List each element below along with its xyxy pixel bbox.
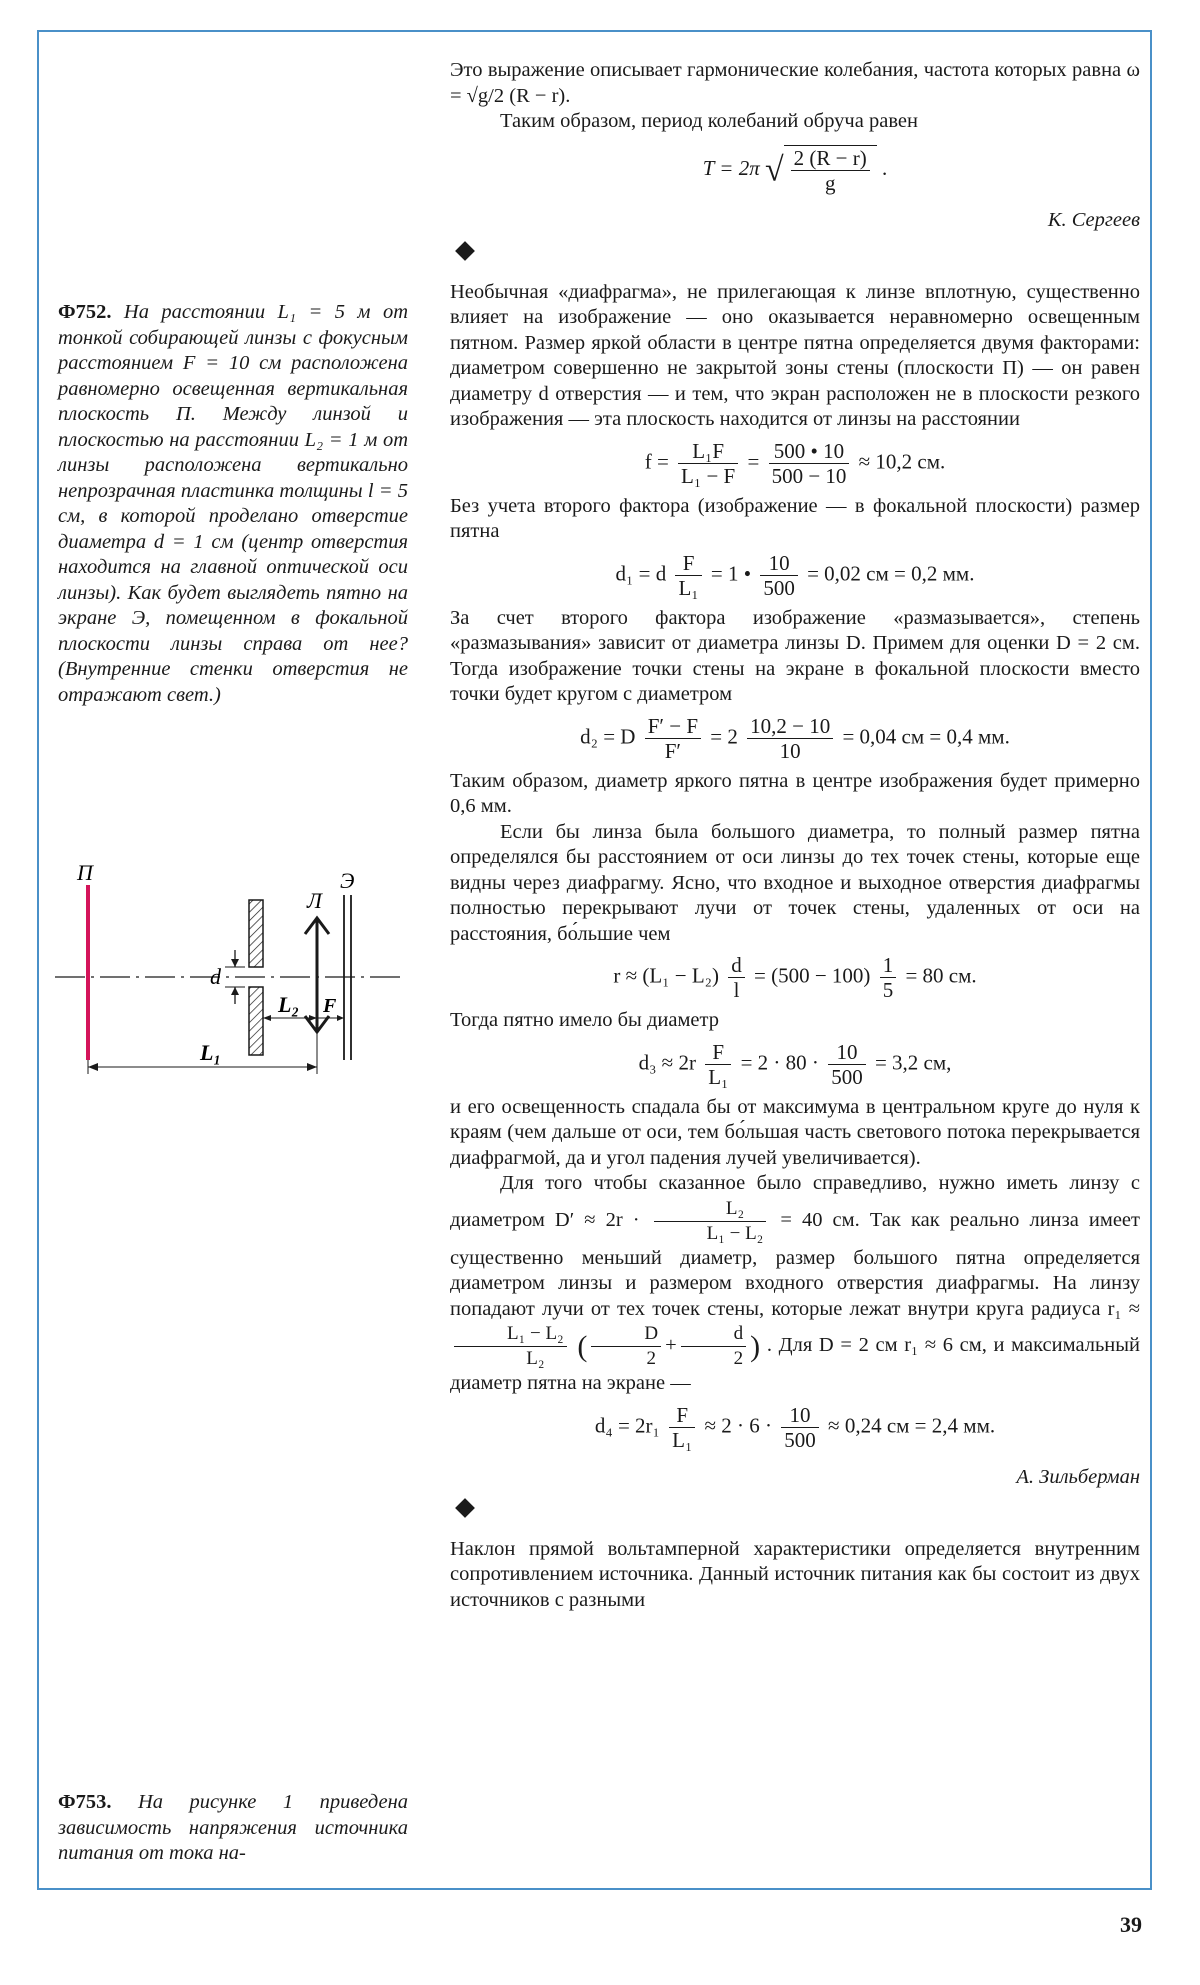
paragraph-4: Без учета второго фактора (изображение — в фокальной плоскости) размер пятна xyxy=(450,494,1140,542)
left-column xyxy=(58,300,408,708)
formula-f: f = $\frac{\text{L₁F}}{\text{L₁ − F}}$ = $\frac{500 • 10}{500 - 10}$ ≈ 10,2 см. xyxy=(644,438,946,488)
problem-753-text: На рисунке 1 приведена зависимость напряжения источника питания от тока на- xyxy=(58,1791,408,1864)
author-zilberman: А. Зильберман xyxy=(1016,1465,1140,1488)
problem-752 xyxy=(58,300,408,708)
formula-period: T = 2π √ $\frac{2 (R - r)}{g}$ . xyxy=(702,145,888,195)
separator-diamond-1 xyxy=(455,241,475,261)
formula-d2: d₂ = D $\frac{F' - F}{F'}$ = 2 $\frac{10,2 - 10}{10}$ = 0,04 см = 0,4 мм. xyxy=(580,713,1010,763)
l1-label: L₁ xyxy=(200,1040,222,1065)
hole-d-label: d xyxy=(210,964,221,989)
l2-label: L₂ xyxy=(278,992,300,1017)
left-bottom xyxy=(58,1790,408,1867)
problem-752-text: На расстоянии L₁ = 5 м от тонкой собирающей линзы с фокусным расстоянием F = 10 см расположена равномерно освещенная вертикальная плоскость П. Между линзой и плоскостью на расстоянии L₂ = 1 м от линзы расположена вертикально непрозрачная пластинка толщины l = 5 см, в которой проделано отверстие диаметра d = 1 см (центр отверстия находится на главной оптической оси линзы). Как будет выглядеть пятно на экране Э, помещенном в фокальной плоскости линзы справа от нее? (Внутренние стенки отверстия не отражают свет.) xyxy=(58,301,409,706)
paragraph-3: Необычная «диафрагма», не прилегающая к линзе вплотную, существенно влияет на изображение — оно оказывается неравномерно освещенным пятном. Размер яркой области в центре пятна определяется двумя факторами: диаметром совершенно не закрытой зоны стены (плоскости П) — он равен диаметру d отверстия — и тем, что экран расположен не в плоскости резкого изображения — эта плоскость находится от линзы на расстоянии xyxy=(450,280,1140,430)
paragraph-7: Если бы линза была большого диаметра, то полный размер пятна определялся бы расстоянием от оси линзы до тех точек стены, которые еще видны через диафрагму. Ясно, что входное и выходное отверстия диафрагмы полностью перекрывают лучи от точек стены, удаленных от оси на расстояния, бо́льшие чем xyxy=(450,820,1140,945)
paragraph-9: и его освещенность спадала бы от максимума в центральном круге до нуля к краям (чем дальше от оси, тем бо́льшая часть светового потока перекрывается диафрагмой, да и угол падения лучей увеличивается). xyxy=(450,1095,1140,1169)
problem-752-number: Ф752. xyxy=(58,301,112,323)
paragraph-2: Таким образом, период колебаний обруча равен xyxy=(500,110,918,132)
paragraph-11: Наклон прямой вольтамперной характеристики определяется внутренним сопротивлением источника. Данный источник питания как бы состоит из двух источников с разными xyxy=(450,1537,1140,1611)
formula-r: r ≈ (L₁ − L₂) $\frac{d}{l}$ = (500 − 100) $\frac{1}{5}$ = 80 см. xyxy=(613,953,977,1002)
formula-d4: d₄ = 2r₁ $\frac{F}{\text{L₁}}$ ≈ 2 · 6 · $\frac{10}{500}$ ≈ 0,24 см = 2,4 мм. xyxy=(594,1402,996,1452)
problem-753 xyxy=(58,1790,408,1867)
paragraph-8: Тогда пятно имело бы диаметр xyxy=(450,1009,719,1031)
problem-753-number: Ф753. xyxy=(58,1791,112,1813)
author-sergeev: К. Сергеев xyxy=(1047,208,1140,231)
formula-d1: d₁ = d $\frac{F}{\text{L₁}}$ = 1 • $\frac{10}{500}$ = 0,02 см = 0,2 мм. xyxy=(615,550,975,600)
optics-figure xyxy=(55,860,415,1090)
separator-diamond-2 xyxy=(455,1498,475,1518)
diaphragm-top xyxy=(249,900,263,967)
paragraph-5: За счет второго фактора изображение «размазывается», степень «размазывания» зависит от диаметра линзы D. Примем для оценки D = 2 см. Тогда изображение точки стены на экране в фокальной плоскости вместо точки будет кругом с диаметром xyxy=(450,606,1140,705)
page-number: 39 xyxy=(1120,1912,1142,1937)
plane-p-label: П xyxy=(77,860,93,885)
right-column xyxy=(450,58,1140,1613)
paragraph-6: Таким образом, диаметр яркого пятна в центре изображения будет примерно 0,6 мм. xyxy=(450,769,1140,817)
paragraph-1: Это выражение описывает гармонические колебания, частота которых равна ω = √g/2 (R − r). xyxy=(450,59,1140,107)
f-label: F xyxy=(323,995,337,1017)
screen-e-label: Э xyxy=(340,868,355,893)
diaphragm-bottom xyxy=(249,987,263,1055)
formula-d3: d₃ ≈ 2r $\frac{F}{\text{L₁}}$ = 2 · 80 · $\frac{10}{500}$ = 3,2 см, xyxy=(638,1039,952,1089)
paragraph-10: Для того чтобы сказанное было справедливо, нужно иметь линзу с диаметром D′ ≈ 2r · $\frac{\text{L₂}}{\text{L₁ − L₂}}$ = 40 см. Так как реально линза имеет существенно меньший диаметр, размер большого пятна определяется диаметром линзы и размером входного отверстия диафрагмы. На линзу попадают лучи от тех точек стены, которые лежат внутри круга радиуса r₁ ≈ $\frac{\text{L₁ − L₂}}{\text{L₂}}$ ( $\frac{D}{2}$ + $\frac{d}{2}$ ) . Для D = 2 см r₁ ≈ 6 см, и максимальный диаметр пятна на экране — xyxy=(450,1172,1141,1394)
lens-label: Л xyxy=(307,888,322,913)
